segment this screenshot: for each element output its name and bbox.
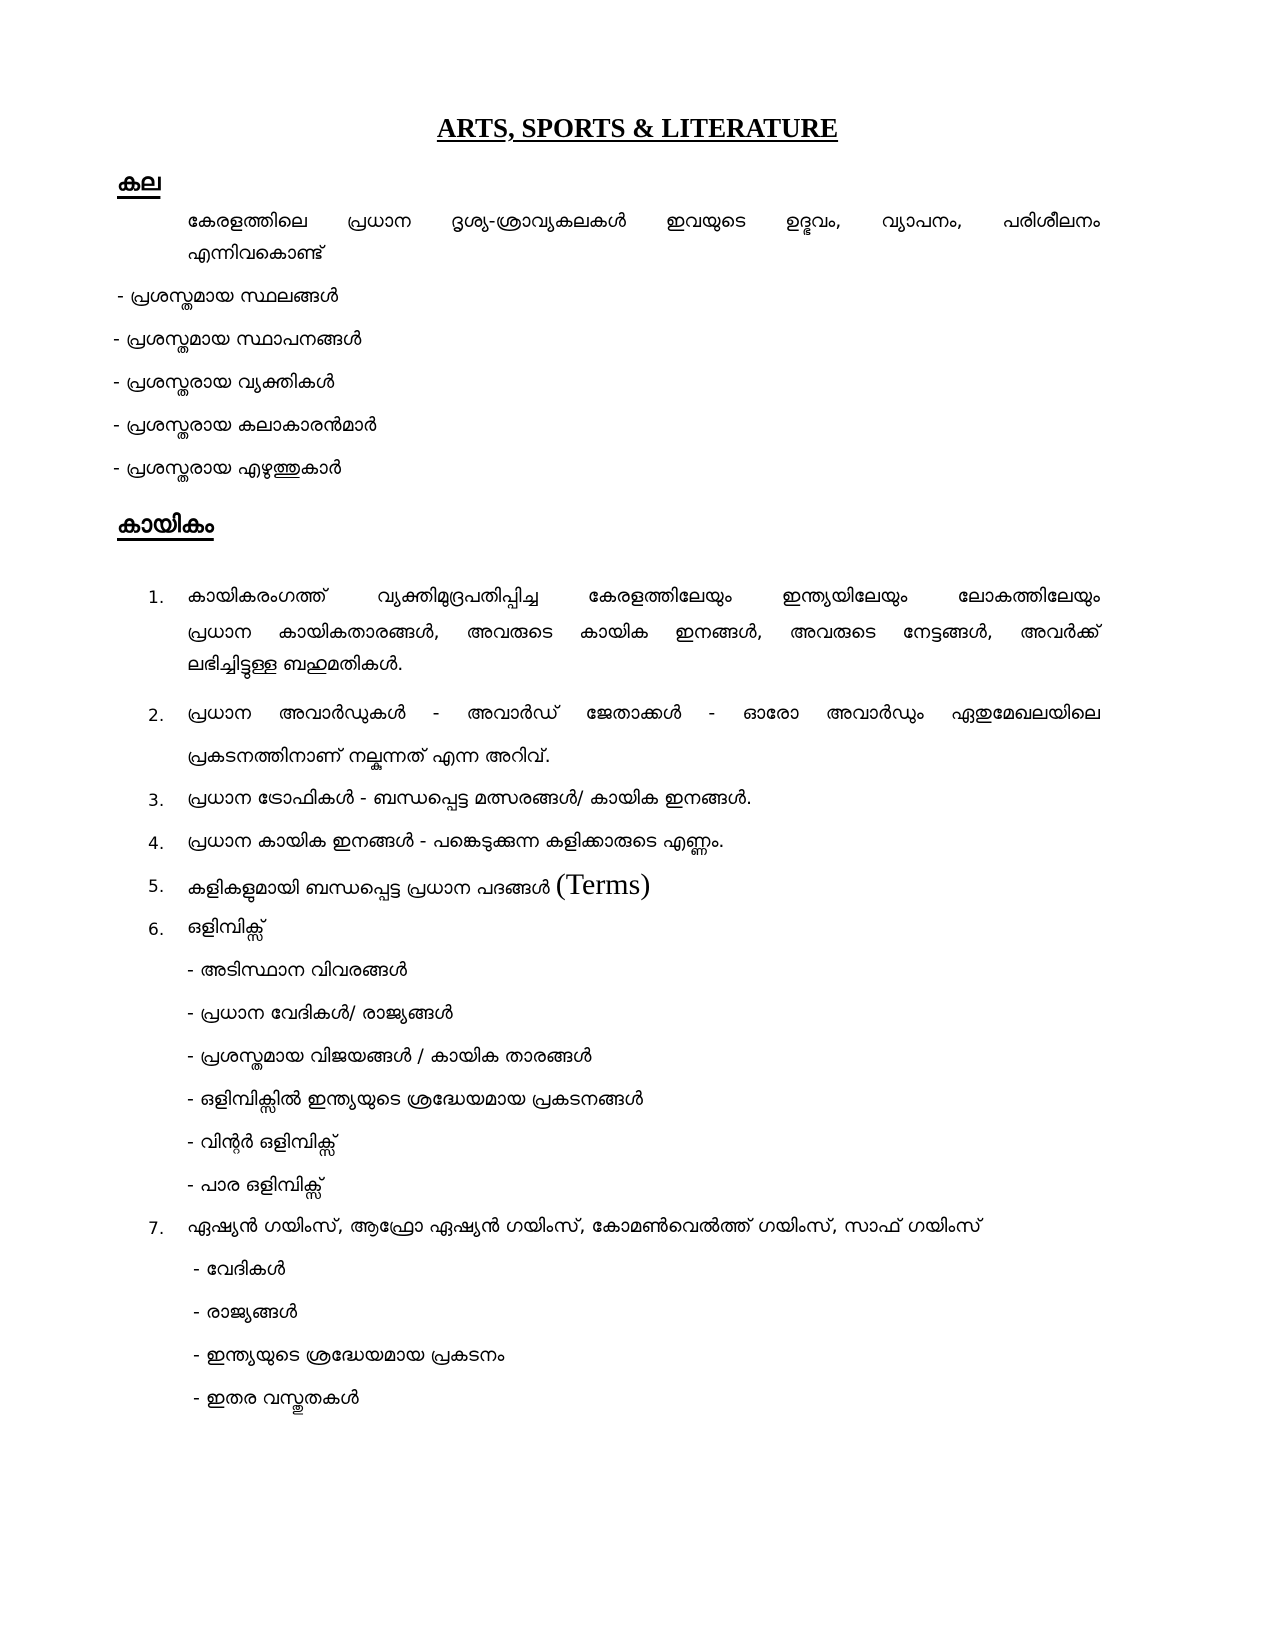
list-item-line: പ്രധാന കായികതാരങ്ങൾ, അവരുടെ കായിക ഇനങ്ങൾ, അവരുടെ നേട്ടങ്ങൾ, അവർക്ക് [187,621,1100,643]
arts-heading: കല [117,168,161,196]
document-title: ARTS, SPORTS & LITERATURE [436,113,839,143]
list-number: 4. [148,834,165,854]
sub-bullet: - രാജ്യങ്ങൾ [193,1301,298,1323]
arts-intro-line-2: എന്നിവകൊണ്ട് [187,242,324,264]
arts-bullet: - പ്രശസ്തമായ സ്ഥാപനങ്ങൾ [113,328,362,350]
list-item-line [187,868,650,902]
list-number: 1. [148,588,165,608]
sub-bullet: - ഇന്ത്യയുടെ ശ്രദ്ധേയമായ പ്രകടനം [193,1344,505,1366]
sub-bullet: - അടിസ്ഥാന വിവരങ്ങൾ [187,959,407,981]
sub-bullet: - വേദികൾ [193,1258,286,1280]
sub-bullet: - പ്രധാന വേദികൾ/ രാജ്യങ്ങൾ [187,1002,453,1024]
arts-bullet: - പ്രശസ്തരായ കലാകാരൻമാർ [113,414,377,436]
arts-intro-line-1: കേരളത്തിലെ പ്രധാന ദൃശ്യ-ശ്രാവ്യകലകൾ ഇവയുടെ ഉദ്ഭവം, വ്യാപനം, പരിശീലനം [187,210,1100,232]
sub-bullet: - വിന്റർ ഒളിമ്പിക്സ് [187,1131,337,1153]
sub-bullet: - ഇതര വസ്തുതകൾ [193,1387,359,1409]
arts-bullet: - പ്രശസ്തരായ വ്യക്തികൾ [113,371,335,393]
arts-bullet: - പ്രശസ്തരായ എഴുത്തുകാർ [113,457,342,479]
list-item-line: ഒളിമ്പിക്സ് [187,916,265,938]
list-item-line: പ്രകടനത്തിനാണ് നല്കുന്നത് എന്ന അറിവ്. [187,745,551,767]
list-item-line: പ്രധാന കായിക ഇനങ്ങൾ - പങ്കെടുക്കുന്ന കളിക്കാരുടെ എണ്ണം. [187,830,725,852]
list-number: 5. [148,877,165,897]
list-number: 3. [148,791,165,811]
list-item-line: ഏഷ്യൻ ഗയിംസ്, ആഫ്രോ ഏഷ്യൻ ഗയിംസ്, കോമൺവെൽത്ത് ഗയിംസ്, സാഫ് ഗയിംസ് [187,1215,982,1237]
arts-bullet: - പ്രശസ്തമായ സ്ഥലങ്ങൾ [117,285,339,307]
list-item-line: കായികരംഗത്ത് വ്യക്തിമുദ്രപതിപ്പിച്ച കേരളത്തിലേയും ഇന്ത്യയിലേയും ലോകത്തിലേയും [187,585,1100,607]
sub-bullet: - പാര ഒളിമ്പിക്സ് [187,1174,323,1196]
list-number: 6. [148,920,165,940]
list-item-line: പ്രധാന അവാർഡുകൾ - അവാർഡ് ജേതാക്കൾ - ഓരോ അവാർഡും ഏതുമേഖലയിലെ [187,702,1100,724]
list-item-text: കളികളുമായി ബന്ധപ്പെട്ട പ്രധാന പദങ്ങൾ [187,877,556,899]
list-number: 7. [148,1219,165,1239]
sub-bullet: - ഒളിമ്പിക്സിൽ ഇന്ത്യയുടെ ശ്രദ്ധേയമായ പ്രകടനങ്ങൾ [187,1088,643,1110]
sub-bullet: - പ്രശസ്തമായ വിജയങ്ങൾ / കായിക താരങ്ങൾ [187,1045,592,1067]
list-number: 2. [148,706,165,726]
list-item-line: ലഭിച്ചിട്ടുള്ള ബഹുമതികൾ. [187,653,404,675]
list-item-line: പ്രധാന ട്രോഫികൾ - ബന്ധപ്പെട്ട മത്സരങ്ങൾ/ കായിക ഇനങ്ങൾ. [187,787,752,809]
terms-label: (Terms) [555,868,651,901]
sports-heading: കായികം [117,510,214,538]
